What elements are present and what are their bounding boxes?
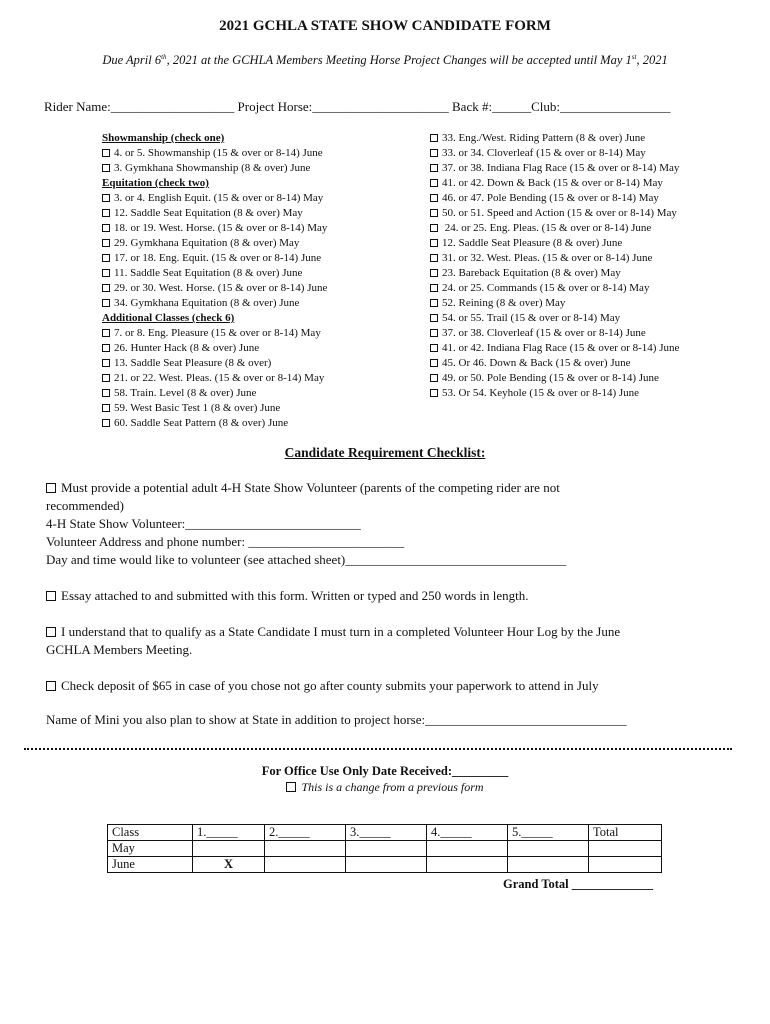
table-row [108, 841, 662, 857]
class-option[interactable]: 37. or 38. Cloverleaf (15 & over or 8-14) June [430, 326, 679, 341]
checkbox-icon[interactable] [46, 627, 56, 637]
class-option[interactable]: 29. or 30. West. Horse. (15 & over or 8-14) June [102, 281, 327, 296]
hour-log-requirement[interactable]: I understand that to qualify as a State Candidate I must turn in a completed Volunteer Hour Log by the June GCHLA Members Meeting. [46, 624, 621, 657]
checkbox-icon[interactable] [430, 269, 438, 277]
table-cell[interactable] [589, 841, 662, 857]
checkbox-icon[interactable] [430, 149, 438, 157]
class-option[interactable]: 52. Reining (8 & over) May [430, 296, 679, 311]
table-cell[interactable] [193, 841, 265, 857]
class-option[interactable]: 4. or 5. Showmanship (15 & over or 8-14) June [102, 146, 327, 161]
checkbox-icon[interactable] [46, 681, 56, 691]
checkbox-icon[interactable] [430, 284, 438, 292]
class-option[interactable]: 45. Or 46. Down & Back (15 & over) June [430, 356, 679, 371]
checkbox-icon[interactable] [102, 254, 110, 262]
table-cell[interactable] [508, 841, 589, 857]
checkbox-icon[interactable] [102, 269, 110, 277]
checkbox-icon[interactable] [102, 284, 110, 292]
essay-requirement[interactable]: Essay attached to and submitted with this form. Written or typed and 250 words in length. [46, 587, 736, 605]
volunteer-day-field[interactable]: Day and time would like to volunteer (see attached sheet)__________________________________ [46, 552, 567, 567]
table-cell[interactable] [265, 857, 346, 873]
checkbox-icon[interactable] [102, 389, 110, 397]
class-option[interactable]: 24. or 25. Commands (15 & over or 8-14) May [430, 281, 679, 296]
checkbox-icon[interactable] [430, 389, 438, 397]
checkbox-icon[interactable] [102, 239, 110, 247]
table-cell[interactable]: 5._____ [508, 825, 589, 841]
office-use-heading: For Office Use Only Date Received:_________ [261, 764, 509, 778]
checkbox-icon[interactable] [430, 164, 438, 172]
class-option[interactable]: 53. Or 54. Keyhole (15 & over or 8-14) June [430, 386, 679, 401]
class-option[interactable]: 13. Saddle Seat Pleasure (8 & over) [102, 356, 327, 371]
additional-classes-header: Additional Classes (check 6) [102, 312, 235, 324]
checkbox-icon[interactable] [286, 782, 296, 792]
checkbox-icon[interactable] [102, 359, 110, 367]
checkbox-icon[interactable] [430, 209, 438, 217]
checkbox-icon[interactable] [102, 299, 110, 307]
due-date-note: Due April 6th, 2021 at the GCHLA Members Meeting Horse Project Changes will be accepted until May 1st, 2021 [102, 53, 668, 68]
checkbox-icon[interactable] [102, 224, 110, 232]
grand-total-field[interactable]: Grand Total _____________ [503, 877, 654, 891]
form-title: 2021 GCHLA STATE SHOW CANDIDATE FORM [219, 18, 551, 34]
class-option[interactable]: 46. or 47. Pole Bending (15 & over or 8-14) May [430, 191, 679, 206]
table-cell: June [108, 857, 193, 873]
equitation-header: Equitation (check two) [102, 177, 209, 189]
score-table [107, 824, 662, 873]
checkbox-icon[interactable] [430, 239, 438, 247]
class-option[interactable]: 33. or 34. Cloverleaf (15 & over or 8-14) May [430, 146, 679, 161]
checkbox-icon[interactable] [102, 419, 110, 427]
checkbox-icon[interactable] [430, 299, 438, 307]
class-option[interactable]: 17. or 18. Eng. Equit. (15 & over or 8-14) June [102, 251, 327, 266]
table-cell[interactable] [427, 841, 508, 857]
class-option[interactable]: 3. Gymkhana Showmanship (8 & over) June [102, 161, 327, 176]
right-class-column [430, 131, 679, 401]
class-option[interactable]: 21. or 22. West. Pleas. (15 & over or 8-14) May [102, 371, 327, 386]
checkbox-icon[interactable] [430, 224, 438, 232]
class-option[interactable]: 50. or 51. Speed and Action (15 & over or 8-14) May [430, 206, 679, 221]
table-cell[interactable]: 2._____ [265, 825, 346, 841]
class-option[interactable]: 59. West Basic Test 1 (8 & over) June [102, 401, 327, 416]
checkbox-icon[interactable] [102, 374, 110, 382]
table-cell[interactable] [346, 841, 427, 857]
class-option[interactable]: 26. Hunter Hack (8 & over) June [102, 341, 327, 356]
checklist-title: Candidate Requirement Checklist: [284, 445, 486, 460]
volunteer-contact-field[interactable]: Volunteer Address and phone number: ________________________ [46, 534, 405, 549]
table-cell[interactable] [346, 857, 427, 873]
class-option[interactable]: 24. or 25. Eng. Pleas. (15 & over or 8-14) June [430, 221, 679, 236]
checkbox-icon[interactable] [430, 254, 438, 262]
table-cell: Class [108, 825, 193, 841]
volunteer-requirement[interactable]: Must provide a potential adult 4-H State Show Volunteer (parents of the competing rider are not recommended) 4-H State Show Volunteer:___________________________ Volunteer Address and phone number: ________________________ Day and time would like to volunteer (see attached sheet)__________________________________ [46, 479, 736, 569]
table-cell[interactable] [508, 857, 589, 873]
checkbox-icon[interactable] [430, 329, 438, 337]
checkbox-icon[interactable] [102, 344, 110, 352]
class-option[interactable]: 12. Saddle Seat Pleasure (8 & over) June [430, 236, 679, 251]
table-cell[interactable]: Total [589, 825, 662, 841]
checkbox-icon[interactable] [430, 359, 438, 367]
showmanship-header: Showmanship (check one) [102, 132, 225, 144]
class-option[interactable]: 34. Gymkhana Equitation (8 & over) June [102, 296, 327, 311]
left-class-column [102, 131, 327, 431]
checkbox-icon[interactable] [430, 194, 438, 202]
checkbox-icon[interactable] [102, 149, 110, 157]
table-cell[interactable]: 3._____ [346, 825, 427, 841]
table-cell[interactable] [427, 857, 508, 873]
class-option[interactable]: 29. Gymkhana Equitation (8 & over) May [102, 236, 327, 251]
class-option[interactable]: 60. Saddle Seat Pattern (8 & over) June [102, 416, 327, 431]
checkbox-icon[interactable] [102, 404, 110, 412]
checkbox-icon[interactable] [102, 164, 110, 172]
checkbox-icon[interactable] [102, 329, 110, 337]
class-option[interactable]: 49. or 50. Pole Bending (15 & over or 8-14) June [430, 371, 679, 386]
class-option[interactable]: 41. or 42. Indiana Flag Race (15 & over or 8-14) June [430, 341, 679, 356]
class-option[interactable]: 7. or 8. Eng. Pleasure (15 & over or 8-14) May [102, 326, 327, 341]
checkbox-icon[interactable] [430, 179, 438, 187]
table-cell[interactable] [589, 857, 662, 873]
table-cell[interactable]: X [193, 857, 265, 873]
mini-name-field[interactable]: Name of Mini you also plan to show at State in addition to project horse:_______________________________ [46, 712, 627, 727]
class-option[interactable]: 33. Eng./West. Riding Pattern (8 & over) June [430, 131, 679, 146]
class-option[interactable]: 18. or 19. West. Horse. (15 & over or 8-14) May [102, 221, 327, 236]
change-note[interactable]: This is a change from a previous form [0, 780, 770, 795]
table-cell[interactable]: 1._____ [193, 825, 265, 841]
class-option[interactable]: 31. or 32. West. Pleas. (15 & over or 8-14) June [430, 251, 679, 266]
checkbox-icon[interactable] [102, 194, 110, 202]
checkbox-icon[interactable] [46, 591, 56, 601]
class-option[interactable]: 58. Train. Level (8 & over) June [102, 386, 327, 401]
table-cell[interactable]: 4._____ [427, 825, 508, 841]
class-option[interactable]: 41. or 42. Down & Back (15 & over or 8-14) May [430, 176, 679, 191]
checkbox-icon[interactable] [430, 344, 438, 352]
section-divider [24, 748, 732, 750]
checkbox-icon[interactable] [430, 134, 438, 142]
class-option[interactable]: 23. Bareback Equitation (8 & over) May [430, 266, 679, 281]
class-option[interactable]: 11. Saddle Seat Equitation (8 & over) June [102, 266, 327, 281]
checkbox-icon[interactable] [102, 209, 110, 217]
class-option[interactable]: 54. or 55. Trail (15 & over or 8-14) May [430, 311, 679, 326]
checkbox-icon[interactable] [46, 483, 56, 493]
table-cell: May [108, 841, 193, 857]
rider-info-line[interactable]: Rider Name:___________________ Project Horse:_____________________ Back #:______Club:_________________ [44, 99, 671, 114]
table-cell[interactable] [265, 841, 346, 857]
class-option[interactable]: 37. or 38. Indiana Flag Race (15 & over or 8-14) May [430, 161, 679, 176]
class-option[interactable]: 3. or 4. English Equit. (15 & over or 8-14) May [102, 191, 327, 206]
deposit-requirement[interactable]: Check deposit of $65 in case of you chose not go after county submits your paperwork to attend in July [46, 677, 736, 695]
class-option[interactable]: 12. Saddle Seat Equitation (8 & over) May [102, 206, 327, 221]
checkbox-icon[interactable] [430, 314, 438, 322]
table-row [108, 825, 662, 841]
volunteer-name-field[interactable]: 4-H State Show Volunteer:___________________________ [46, 516, 361, 531]
checkbox-icon[interactable] [430, 374, 438, 382]
table-row [108, 857, 662, 873]
